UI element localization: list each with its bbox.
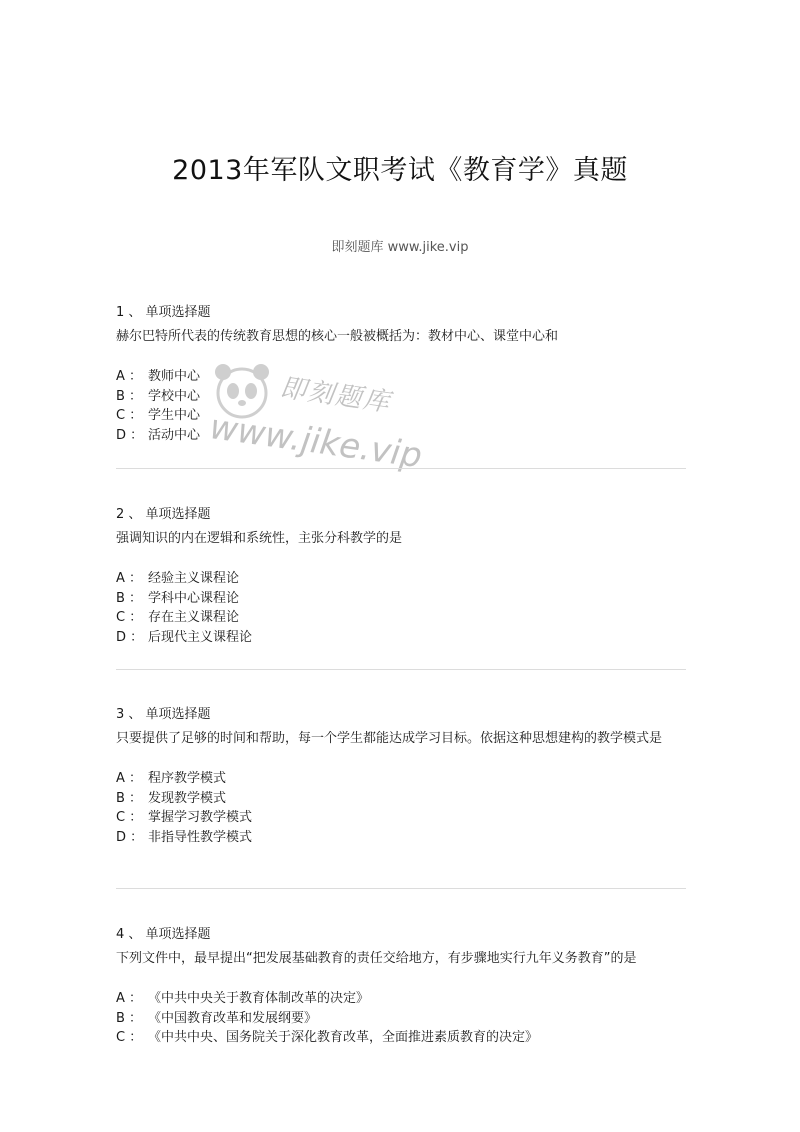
option-c[interactable]	[116, 1028, 686, 1048]
option-a[interactable]	[116, 989, 686, 1009]
page-title: 2013年军队文职考试《教育学》真题	[172, 155, 628, 186]
option-d[interactable]	[116, 828, 686, 848]
question-2	[116, 505, 686, 647]
option-c[interactable]	[116, 608, 686, 628]
option-a[interactable]	[116, 569, 686, 589]
option-text: 非指导性教学模式	[148, 829, 253, 845]
page-subtitle: 即刻题库 www.jike.vip	[331, 240, 469, 255]
question-stem: 只要提供了足够的时间和帮助，每一个学生都能达成学习目标。依据这种思想建构的教学模式是	[116, 731, 663, 746]
option-letter: B ：	[116, 590, 143, 606]
option-c[interactable]	[116, 406, 686, 426]
question-divider	[116, 468, 686, 469]
question-stem: 下列文件中，最早提出“把发展基础教育的责任交给地方，有步骤地实行九年义务教育”的是	[116, 951, 637, 966]
option-text: 程序教学模式	[148, 771, 227, 786]
option-letter: B ：	[116, 388, 143, 404]
option-a[interactable]	[116, 769, 686, 789]
option-letter: C ：	[116, 610, 143, 625]
option-text: 《中共中央、国务院关于深化教育改革，全面推进素质教育的决定》	[148, 1030, 539, 1045]
option-d[interactable]	[116, 426, 686, 446]
question-divider	[116, 669, 686, 670]
option-text: 《中国教育改革和发展纲要》	[148, 1010, 318, 1026]
option-letter: B ：	[116, 1010, 143, 1026]
question-1	[116, 303, 686, 445]
option-a[interactable]	[116, 367, 686, 387]
option-c[interactable]	[116, 808, 686, 828]
option-letter: D ：	[116, 427, 144, 443]
option-letter: A ：	[116, 571, 143, 586]
option-letter: A ：	[116, 991, 143, 1006]
option-text: 经验主义课程论	[148, 571, 240, 586]
option-letter: C ：	[116, 810, 143, 825]
option-list	[116, 367, 686, 445]
option-text: 《中共中央关于教育体制改革的决定》	[148, 991, 370, 1006]
option-letter: A ：	[116, 369, 143, 384]
option-letter: D ：	[116, 629, 144, 645]
question-3	[116, 705, 686, 847]
question-stem: 强调知识的内在逻辑和系统性，主张分科教学的是	[116, 531, 403, 546]
watermark-name: 即刻题库	[277, 372, 394, 419]
option-letter: A ：	[116, 771, 143, 786]
option-letter: D ：	[116, 829, 144, 845]
option-b[interactable]	[116, 789, 686, 809]
question-stem: 赫尔巴特所代表的传统教育思想的核心一般被概括为：教材中心、课堂中心和	[116, 329, 559, 344]
option-d[interactable]	[116, 628, 686, 648]
option-list	[116, 989, 686, 1048]
option-text: 发现教学模式	[148, 790, 227, 806]
option-text: 存在主义课程论	[148, 610, 240, 625]
watermark-url: www.jike.vip	[207, 407, 425, 477]
option-letter: B ：	[116, 790, 143, 806]
option-b[interactable]	[116, 387, 686, 407]
option-b[interactable]	[116, 1009, 686, 1029]
question-type: 4 、 单项选择题	[116, 927, 211, 942]
option-letter: C ：	[116, 1030, 143, 1045]
option-text: 学生中心	[148, 408, 201, 423]
option-b[interactable]	[116, 589, 686, 609]
option-text: 学校中心	[148, 388, 201, 404]
question-type: 1 、 单项选择题	[116, 305, 211, 320]
option-text: 教师中心	[148, 369, 201, 384]
option-text: 学科中心课程论	[148, 590, 240, 606]
option-letter: C ：	[116, 408, 143, 423]
question-divider	[116, 888, 686, 889]
question-type: 3 、 单项选择题	[116, 707, 211, 722]
option-text: 后现代主义课程论	[148, 629, 253, 645]
option-text: 掌握学习教学模式	[148, 810, 253, 825]
option-list	[116, 569, 686, 647]
option-text: 活动中心	[148, 427, 201, 443]
question-type: 2 、 单项选择题	[116, 507, 211, 522]
question-4	[116, 925, 686, 1048]
option-list	[116, 769, 686, 847]
